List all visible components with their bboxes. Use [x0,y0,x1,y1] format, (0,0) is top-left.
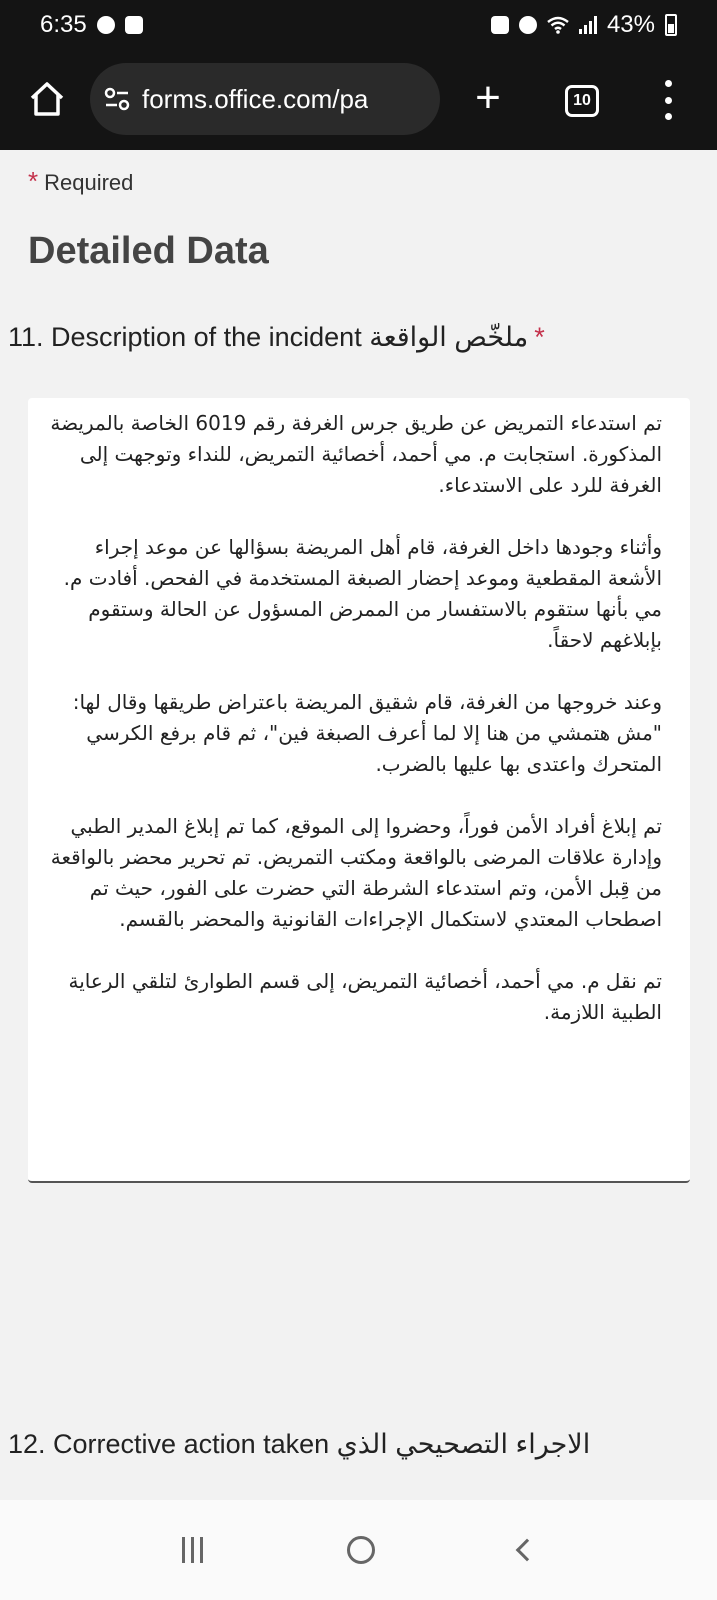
browser-toolbar [0,50,717,150]
question-11-label: 11. Description of the incident ملخّص الواقعة [8,322,529,352]
address-bar[interactable] [90,63,440,135]
section-title: Detailed Data [28,230,269,272]
notification-app-icon [97,16,115,34]
question-12-title [8,1429,698,1460]
status-bar [0,0,717,50]
wifi-icon [547,16,569,34]
status-right [491,11,677,39]
back-icon[interactable] [516,1539,539,1562]
question-11-title [8,322,698,353]
answer-paragraph: وأثناء وجودها داخل الغرفة، قام أهل المريضة بسؤالها عن موعد إجراء الأشعة المقطعية وموعد إحضار الصبغة المستخدمة في الفحص. أفادت م. مي بأنها ستقوم بالاستفسار من الممرض المسؤول عن الحالة وستقوم بإبلاغهم لاحقاً. [63,535,662,652]
url-text[interactable]: forms.office.com/pa [142,83,369,114]
question-11-answer-textarea[interactable] [28,398,690,1183]
alarm-icon [519,16,537,34]
tab-switcher-button[interactable]: 10 [565,85,599,117]
required-label: Required [44,170,134,195]
required-note [28,166,133,197]
answer-paragraph: تم نقل م. مي أحمد، أخصائية التمريض، إلى قسم الطوارئ لتلقي الرعاية الطبية اللازمة. [68,969,662,1024]
lock-icon [491,16,509,34]
battery-percent: 43% [606,11,655,38]
answer-paragraph: وعند خروجها من الغرفة، قام شقيق المريضة باعتراض طريقها وقال لها: "مش هتمشي من هنا إلا لما أعرف الصبغة فين"، ثم قام برفع الكرسي المتحرك واعتدى بها عليها بالضرب. [72,690,662,776]
status-left [40,11,143,39]
gallery-icon [125,16,143,34]
site-settings-icon[interactable] [104,87,130,111]
recents-icon[interactable] [182,1537,203,1563]
status-time: 6:35 [40,11,87,38]
required-star: * [28,166,39,196]
new-tab-button[interactable]: + [475,73,501,122]
more-menu-icon[interactable] [660,80,676,120]
signal-icon [579,16,597,34]
answer-paragraph: تم إبلاغ أفراد الأمن فوراً، وحضروا إلى الموقع، كما تم إبلاغ المدير الطبي وإدارة علاقات المرضى بالواقعة ومكتب التمريض. تم تحرير محضر بالواقعة من قِبل الأمن، وتم استدعاء الشرطة التي حضرت على الفور، حيث تم اصطحاب المعتدي لاستكمال الإجراءات القانونية والمحضر بالقسم. [50,814,662,931]
home-nav-icon[interactable] [347,1536,375,1564]
question-12-label: 12. Corrective action taken الاجراء التصحيحي الذي [8,1429,591,1459]
form-page [0,150,717,1500]
battery-icon [665,14,677,36]
home-icon[interactable] [28,80,66,118]
system-nav-bar [0,1500,717,1600]
answer-paragraph: تم استدعاء التمريض عن طريق جرس الغرفة رقم 6019 الخاصة بالمريضة المذكورة. استجابت م. مي أحمد، أخصائية التمريض، للنداء وتوجهت إلى الغرفة للرد على الاستدعاء. [50,411,662,497]
question-11-required-star: * [534,322,545,352]
